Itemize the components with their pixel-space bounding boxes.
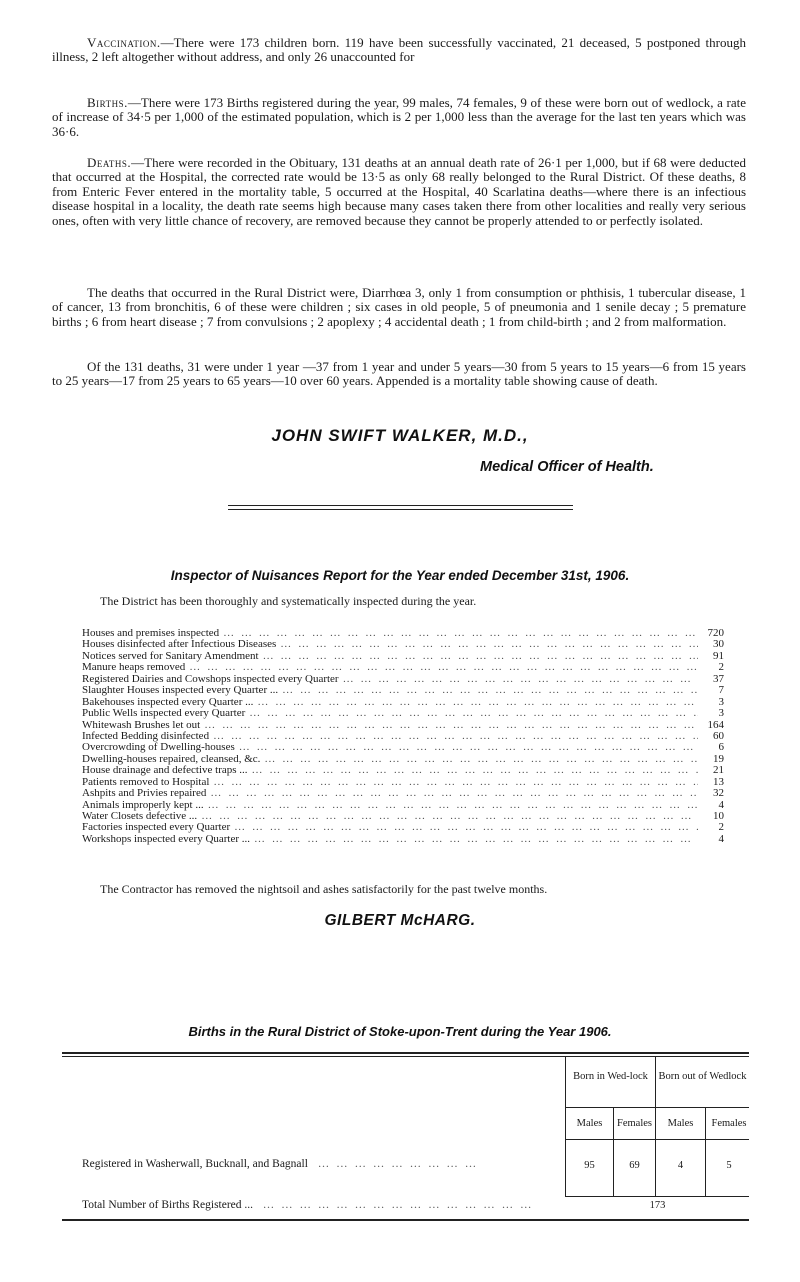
- total-value: 173: [649, 1200, 666, 1211]
- col-header-born-in-wedlock: Born in Wed-lock: [573, 1071, 648, 1082]
- col-header-females: Females: [617, 1118, 652, 1129]
- list-item: Animals improperly kept ... … … … … … … … … … … … … … … … … … … … … … … … … … … … … … … … … … 4: [82, 800, 724, 811]
- list-item: Notices served for Sanitary Amendment … … … … … … … … … … … … … … … … … … … … … … … … … … … … … … … … … 91: [82, 651, 724, 662]
- col-header-males: Males: [576, 1118, 603, 1129]
- signature-walker-title: Medical Officer of Health.: [480, 459, 654, 475]
- contractor-note: The Contractor has removed the nightsoil and ashes satisfactorily for the past twelve months.: [100, 882, 548, 896]
- deaths-heading: Deaths.: [87, 155, 132, 170]
- list-item: Overcrowding of Dwelling-houses … … … … … … … … … … … … … … … … … … … … … … … … … … … … … … … … … 6: [82, 742, 724, 753]
- list-item: [82, 845, 724, 856]
- list-item: Slaughter Houses inspected every Quarter ... … … … … … … … … … … … … … … … … … … … … … … … … … … … … … … … … … 7: [82, 685, 724, 696]
- signature-mcharg: GILBERT McHARG.: [324, 912, 476, 929]
- list-item: Public Wells inspected every Quarter … … … … … … … … … … … … … … … … … … … … … … … … … … … … … … … … … 3: [82, 708, 724, 719]
- deaths-paragraph: [52, 156, 746, 228]
- vaccination-text: —There were 173 children born. 119 have been successfully vaccinated, 21 deceased, 5 postponed through illness, 2 left altogether without address, and only 26 unaccounted for: [52, 35, 746, 65]
- list-item: Ashpits and Privies repaired … … … … … … … … … … … … … … … … … … … … … … … … … … … … … … … … … 32: [82, 788, 724, 799]
- list-item: Dwelling-houses repaired, cleansed, &c. … … … … … … … … … … … … … … … … … … … … … … … … … … … … … … … … … 19: [82, 754, 724, 765]
- deaths-text: —There were recorded in the Obituary, 131 deaths at an annual death rate of 26·1 per 1,000, but if 68 were deducted that occurred at the Hospital, the corrected rate would be 13·5 as only 68 really belonged to the Rural District. Of these deaths, 8 from Enteric Fever entered in the mortality table, 5 occurred at the Hospital, 40 Scarlatina deaths—where there is an infectious disease hospital in a locality, the death rate seems high because many cases taken there from other localities and really very serious ones, often with very little chance of recovery, are removed because they cannot be properly attended to or perfectly isolated.: [52, 155, 746, 228]
- inspection-list: [82, 628, 724, 857]
- births-paragraph: [52, 96, 746, 139]
- list-item: Patients removed to Hospital … … … … … … … … … … … … … … … … … … … … … … … … … … … … … … … … … 13: [82, 777, 724, 788]
- births-table-heading: Births in the Rural District of Stoke-upon-Trent during the Year 1906.: [188, 1024, 612, 1039]
- col-header-born-out-of-wedlock: Born out of Wedlock: [658, 1071, 747, 1082]
- signature-walker-name: JOHN SWIFT WALKER, M.D.,: [271, 426, 529, 445]
- table-cell: 5: [726, 1160, 732, 1171]
- table-cell: 69: [629, 1160, 640, 1171]
- births-heading: Births.: [87, 95, 128, 110]
- death-ages-paragraph: Of the 131 deaths, 31 were under 1 year —37 from 1 year and under 5 years—30 from 5 years to 15 years—6 from 15 years to 25 years—17 from 25 years to 65 years—10 over 60 years. Appended is a mortality table showing cause of death.: [52, 359, 746, 389]
- col-header-females-out: Females: [711, 1118, 747, 1129]
- list-item: Manure heaps removed … … … … … … … … … … … … … … … … … … … … … … … … … … … … … … … … … 2: [82, 662, 724, 673]
- vaccination-paragraph: [52, 36, 746, 65]
- table-cell: 4: [677, 1160, 684, 1171]
- list-item: Houses disinfected after Infectious Diseases … … … … … … … … … … … … … … … … … … … … … … … … … … … … … … … … … 30: [82, 639, 724, 650]
- inspector-intro: The District has been thoroughly and systematically inspected during the year.: [100, 594, 477, 608]
- list-item: Whitewash Brushes let out … … … … … … … … … … … … … … … … … … … … … … … … … … … … … … … … … 164: [82, 720, 724, 731]
- vaccination-heading: Vaccination.: [87, 35, 161, 50]
- table-row-label: Registered in Washerwall, Bucknall, and Bagnall … … … … … … … … …: [82, 1158, 479, 1170]
- col-header-males-out: Males: [667, 1118, 694, 1129]
- list-item: Infected Bedding disinfected … … … … … … … … … … … … … … … … … … … … … … … … … … … … … … … … … 60: [82, 731, 724, 742]
- list-item: Houses and premises inspected … … … … … … … … … … … … … … … … … … … … … … … … … … … … … … … … … 720: [82, 628, 724, 639]
- section-divider: [228, 505, 573, 510]
- table-cell: 95: [584, 1160, 595, 1171]
- list-item: Registered Dairies and Cowshops inspected every Quarter … … … … … … … … … … … … … … … … … … … … … … … … … … … … … … … … … 37: [82, 674, 724, 685]
- list-item: House drainage and defective traps ... … … … … … … … … … … … … … … … … … … … … … … … … … … … … … … … … … 21: [82, 765, 724, 776]
- list-item: Bakehouses inspected every Quarter ... … … … … … … … … … … … … … … … … … … … … … … … … … … … … … … … … … 3: [82, 697, 724, 708]
- list-item: Factories inspected every Quarter … … … … … … … … … … … … … … … … … … … … … … … … … … … … … … … … … 2: [82, 822, 724, 833]
- list-item: Workshops inspected every Quarter ... … … … … … … … … … … … … … … … … … … … … … … … … … … … … … … … … … 4: [82, 834, 724, 845]
- inspector-report-heading: Inspector of Nuisances Report for the Year ended December 31st, 1906.: [170, 568, 630, 583]
- births-text: —There were 173 Births registered during the year, 99 males, 74 females, 9 of these were born out of wedlock, a rate of increase of 34·5 per 1,000 of the estimated population, which is 2 per 1,000 less than the average for the last ten years which was 36·6.: [52, 95, 746, 139]
- rural-deaths-paragraph: The deaths that occurred in the Rural District were, Diarrhœa 3, only 1 from consumption or phthisis, 1 tubercular disease, 1 of cancer, 13 from bronchitis, 6 of these were children ; six cases in old people, 5 of pneumonia and 1 senile decay ; 5 premature births ; 6 from heart disease ; 7 from convulsions ; 2 apoplexy ; 4 accidental death ; 1 from child-birth ; and 2 from malformation.: [52, 285, 746, 329]
- list-item: Water Closets defective ... … … … … … … … … … … … … … … … … … … … … … … … … … … … … … … … … … 10: [82, 811, 724, 822]
- total-row-label: Total Number of Births Registered ... … … … … … … … … … … … … … … …: [82, 1199, 534, 1211]
